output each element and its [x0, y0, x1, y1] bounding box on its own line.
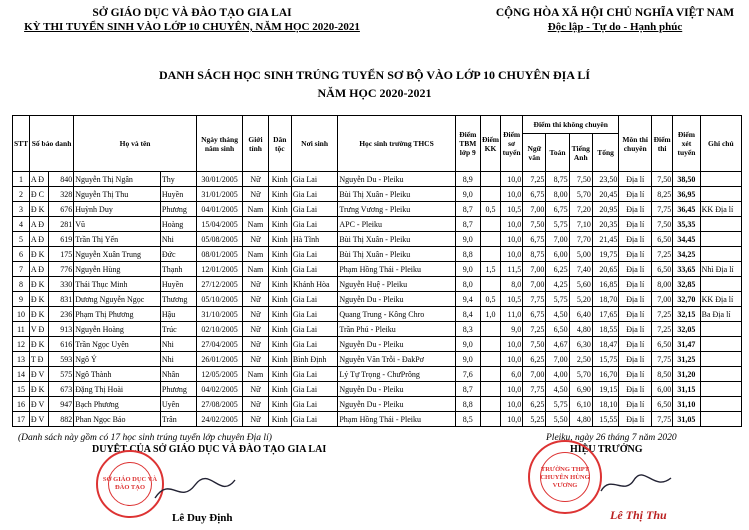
table-row: 14 Đ V 575 Ngô Thành Nhân 12/05/2005 Nam Kinh Gia Lai Lý Tự Trọng - ChưPrông 7,6 6,0 7,00 4,00 5,70 16,70 Địa lí 8,50 31,20 — [13, 367, 742, 382]
col-xet-tuyen: Điểm xét tuyển — [673, 116, 700, 172]
col-sbd: Số báo danh — [29, 116, 73, 172]
department-stamp: SỞ GIÁO DỤC VÀ ĐÀO TẠO — [96, 450, 164, 518]
col-ghichu: Ghi chú — [700, 116, 741, 172]
table-row: 13 T Đ 593 Ngô Ý Nhi 26/01/2005 Nữ Kinh Bình Định Nguyễn Văn Trỗi - ĐakPơ 9,0 10,0 6,25 7,00 2,50 15,75 Địa lí 7,75 31,25 — [13, 352, 742, 367]
date-line: Pleiku, ngày 26 tháng 7 năm 2020 — [546, 433, 677, 443]
col-birthplace: Nơi sinh — [291, 116, 337, 172]
table-row: 12 Đ K 616 Trần Ngọc Uyên Nhi 27/04/2005 Nữ Kinh Gia Lai Nguyễn Du - Pleiku 9,0 10,0 7,50 4,67 6,30 18,47 Địa lí 6,50 31,47 — [13, 337, 742, 352]
table-row: 7 A Đ 776 Nguyễn Hùng Thạnh 12/01/2005 Nam Kinh Gia Lai Phạm Hồng Thái - Pleiku 9,0 1,5 11,5 7,00 6,25 7,40 20,65 Địa lí 6,50 33,65 Nhì Địa lí — [13, 262, 742, 277]
table-row: 15 Đ K 673 Đặng Thị Hoài Phương 04/02/2005 Nữ Kinh Gia Lai Nguyễn Du - Pleiku 8,7 10,0 7,75 4,50 6,90 19,15 Địa lí 6,00 31,15 — [13, 382, 742, 397]
document-subtitle: NĂM HỌC 2020-2021 — [317, 86, 432, 100]
col-mon-chuyen: Môn thi chuyên — [619, 116, 652, 172]
col-anh: Tiếng Anh — [569, 134, 592, 172]
table-row: 4 A Đ 281 Vũ Hoàng 15/04/2005 Nam Kinh Gia Lai APC - Pleiku 8,7 10,0 7,50 5,75 7,10 20,35 Địa lí 7,50 35,35 — [13, 217, 742, 232]
header-left — [12, 6, 372, 34]
table-row: 5 A Đ 619 Trần Thị Yến Nhi 05/08/2005 Nữ Kinh Hà Tĩnh Bùi Thị Xuân - Pleiku 9,0 10,0 6,75 7,00 7,70 21,45 Địa lí 6,50 34,45 — [13, 232, 742, 247]
col-van: Ngữ văn — [523, 134, 546, 172]
col-tong: Tổng — [592, 134, 618, 172]
table-row: 2 Đ C 328 Nguyễn Thị Thu Huyền 31/01/2005 Nữ Kinh Gia Lai Bùi Thị Xuân - Pleiku 9,0 10,0 6,75 8,00 5,70 20,45 Địa lí 8,25 36,95 — [13, 187, 742, 202]
table-row: 11 V Đ 913 Nguyễn Hoàng Trúc 02/10/2005 Nữ Kinh Gia Lai Trần Phú - Pleiku 8,3 9,0 7,25 6,50 4,80 18,55 Địa lí 7,25 32,05 — [13, 322, 742, 337]
left-signature-icon — [150, 470, 240, 510]
col-kk: Điểm KK — [480, 116, 500, 172]
col-diem-thi: Điểm thi — [652, 116, 673, 172]
col-group-khong-chuyen: Điểm thi không chuyên — [523, 116, 619, 134]
principal-title: HIỆU TRƯỞNG — [570, 444, 643, 455]
table-row: 6 Đ K 175 Nguyễn Xuân Trung Đức 08/01/2005 Nam Kinh Gia Lai Bùi Thị Xuân - Pleiku 8,8 10,0 8,75 6,00 5,00 19,75 Địa lí 7,25 34,25 — [13, 247, 742, 262]
table-row: 10 Đ K 236 Phạm Thị Phương Hậu 31/10/2005 Nữ Kinh Gia Lai Quang Trung - Kông Chro 8,4 1,0 11,0 6,75 4,50 6,40 17,65 Địa lí 7,25 32,15 Ba Địa lí — [13, 307, 742, 322]
table-row: 8 Đ K 330 Thái Thục Minh Huyền 27/12/2005 Nữ Kinh Khánh Hòa Nguyễn Huệ - Pleiku 8,0 8,0 7,00 4,25 5,60 16,85 Địa lí 8,00 32,85 — [13, 277, 742, 292]
col-ethnic: Dân tộc — [268, 116, 291, 172]
table-row: 16 Đ V 947 Bạch Phương Uyên 27/08/2005 Nữ Kinh Gia Lai Nguyễn Du - Pleiku 8,8 10,0 6,25 5,75 6,10 18,10 Địa lí 6,50 31,10 — [13, 397, 742, 412]
department-name: SỞ GIÁO DỤC VÀ ĐÀO TẠO GIA LAI — [92, 7, 292, 19]
col-gender: Giới tính — [243, 116, 268, 172]
table-row: 17 Đ V 882 Phan Ngọc Bảo Trân 24/02/2005 Nữ Kinh Gia Lai Phạm Hồng Thái - Pleiku 8,5 10,0 5,25 5,50 4,80 15,55 Địa lí 7,75 31,05 — [13, 412, 742, 427]
left-signer-name: Lê Duy Định — [172, 512, 233, 524]
header-right — [486, 6, 744, 34]
col-sotuyen: Điểm sơ tuyển — [501, 116, 523, 172]
col-school: Học sinh trường THCS — [338, 116, 455, 172]
nation-name: CỘNG HÒA XÃ HỘI CHỦ NGHĨA VIỆT NAM — [495, 7, 735, 19]
right-signer-name: Lê Thị Thu — [610, 508, 667, 522]
col-stt: STT — [13, 116, 30, 172]
col-toan: Toán — [546, 134, 569, 172]
approval-title: DUYỆT CỦA SỞ GIÁO DỤC VÀ ĐÀO TẠO GIA LAI — [92, 444, 327, 455]
list-note: (Danh sách này gồm có 17 học sinh trúng tuyển lớp chuyên Địa lí) — [18, 433, 272, 443]
exam-name: KỲ THI TUYỂN SINH VÀO LỚP 10 CHUYÊN, NĂM HỌC 2020-2021 — [24, 21, 360, 33]
table-body — [13, 172, 742, 427]
student-table — [12, 115, 742, 427]
col-tbm: Điểm TBM lớp 9 — [455, 116, 480, 172]
table-row: 9 Đ K 831 Dương Nguyễn Ngọc Thương 05/10/2005 Nữ Kinh Gia Lai Nguyễn Du - Pleiku 9,4 0,5 10,5 7,75 5,75 5,20 18,70 Địa lí 7,00 32,70 KK Địa lí — [13, 292, 742, 307]
table-row: 3 Đ K 676 Huỳnh Duy Phương 04/01/2005 Nam Kinh Gia Lai Trưng Vương - Pleiku 8,7 0,5 10,5 7,00 6,75 7,20 20,95 Địa lí 7,75 36,45 KK Địa lí — [13, 202, 742, 217]
col-dob: Ngày tháng năm sinh — [196, 116, 242, 172]
nation-motto: Độc lập - Tự do - Hạnh phúc — [547, 21, 683, 33]
document-title: DANH SÁCH HỌC SINH TRÚNG TUYỂN SƠ BỘ VÀO LỚP 10 CHUYÊN ĐỊA LÍ — [158, 68, 591, 82]
table-row: 1 A Đ 840 Nguyễn Thị Ngân Thy 30/01/2005 Nữ Kinh Gia Lai Nguyễn Du - Pleiku 8,9 10,0 7,25 8,75 7,50 23,50 Địa lí 7,50 38,50 — [13, 172, 742, 187]
col-name: Họ và tên — [74, 116, 197, 172]
school-stamp: TRƯỜNG THPT CHUYÊN HÙNG VƯƠNG — [528, 440, 602, 514]
right-signature-icon — [596, 466, 676, 502]
